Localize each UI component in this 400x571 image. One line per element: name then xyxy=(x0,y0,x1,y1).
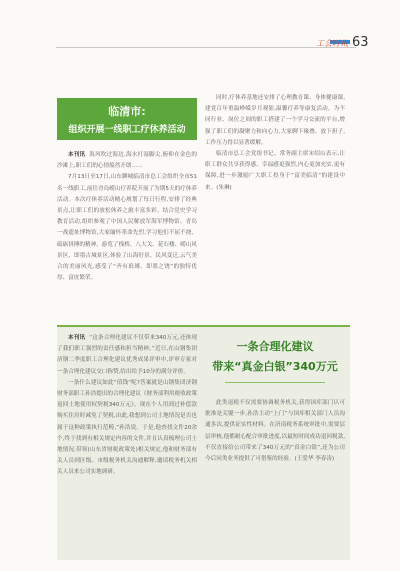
article2-title-rule xyxy=(225,382,325,383)
page-number: 63 xyxy=(352,35,369,50)
article2-para3: 此类退税不仅需要协调税务机关,获得国库部门认可批准是关键一步,孙浩主动“上门”与国库相关部门人员沟通多次,提供证实性材料。在济南税务系统审批中,需要层层审核,他都耐心配合审批进度,以最短时间成功退回税款,不仅直接给公司带来了340万元的“真金白银”,还为公司今后同类业务提供了可借鉴的经验。(王爱华 李春涛) xyxy=(205,400,345,463)
article2-title xyxy=(205,338,345,374)
article2-para1: 本刊讯 “这条合理化建议不仅带来340万元,还体现了我们职工强烈的责任感和担当精神。”近日,在山钢集团济钢二季度职工合理化建议优秀成果评审中,评审专家对一条合理化建议交口称赞,给出给予10分的满分评价。 xyxy=(57,335,197,375)
article1-title-line2: 组织开展一线职工疗休养活动 xyxy=(68,125,186,135)
article1-para3: 同时,疗休养基地还安排了心理教育课、身体健康课,建党百年重温峥嵘岁月观影,温馨疗养等康复活动。为不同行业、岗位之间的职工搭建了一个学习交流的平台,增强了职工们的凝聚力和向心力,大家聊下缘叠、放下担子,工作压力得以显著缓解。 xyxy=(205,95,345,146)
article1-title-line1: 临清市: xyxy=(108,105,146,118)
article1-para4: 临清市总工会党组书记、常务副主席宋绍山表示,让职工群众共享获得感、幸福感更强烈,内心更加充实,更有保障,进一步激励广大职工投身于“富美临清”的建设中来。(朱琳) xyxy=(205,151,345,191)
article1-author: 本刊讯 xyxy=(68,152,86,158)
article1-para1: 本刊讯 海风吹过海边,海水打湿脚尖,俯仰在金色的沙滩上,职工们的心情船然开朗…… xyxy=(57,152,197,170)
article2-para2: 一条什么建议如此“值钱”呢?答案就是山钢集团济钢财务部职工孙浩提出的合理化建议《财务部利用税收政策返回土地使用权契税340万元》。现在个人用到过补偿款购买住房时减免了契税,由此,我想到公司土地情况是否也属于这种政策执行范畴,”孙浩说。于是,他查找文件20余个,终于找到有相关规定内容的文件,并且认真梳理公司土地情况,带领(山东省财税政策处)相关规定,他和财务部有关人员到区级、市级税务机关沟通解释,邀请税务机关相关人员来公司实地调研。 xyxy=(57,379,197,476)
header-rule xyxy=(56,47,356,48)
article2-column-right xyxy=(205,398,345,553)
article2-author: 本刊讯 xyxy=(68,335,86,341)
article1-title-box xyxy=(57,98,197,140)
article1-column-right xyxy=(205,93,345,318)
article2-title-line2: 带来“真金白银”340万元 xyxy=(212,360,338,373)
article1-column-left xyxy=(57,150,197,300)
header-section-label: 工会时讯 xyxy=(316,39,348,48)
article2-column-left xyxy=(57,333,197,551)
article2-title-line1: 一条合理化建议 xyxy=(236,340,314,353)
article1-para2: 7月13日至17日,山东聊城临清市总工会组织全市51名一线职工,前往青岛崂山疗养院开展了为期5天的疗休养活动。本次疗休养活动精心规划了每日行程,安排了经典景点,让职工们的放松休养之旅丰富多彩。结合党史学习教育活动,组织参观了中国人民解放军海军博物馆、青岛一战遗址博物馆,大家缅怀革命先烈,学习他们不屈不挠、砥砺拼搏的精神。游览了栈桥、八大关、花石楼、崂山风景区、即墨古城景区,体验了山海好景、民风变迁,云气美合的美丽风光,感受了“齐有琅琊、即墨之饶”的独特优厚、富庶繁荣。 xyxy=(57,174,197,282)
